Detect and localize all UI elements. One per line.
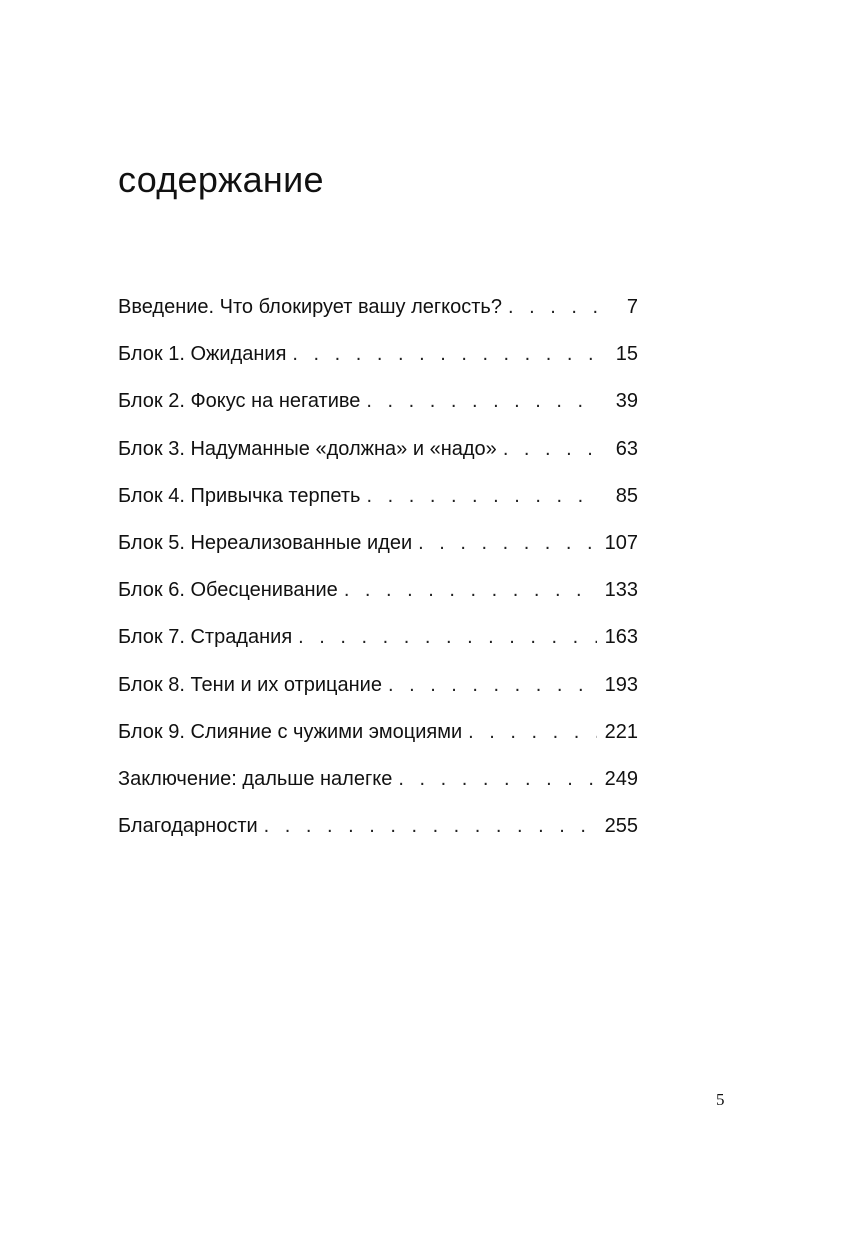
dot-leader [388,674,597,697]
toc-entry-block-8[interactable] [118,674,638,721]
dot-leader [398,768,596,791]
page-number: 5 [716,1090,725,1109]
toc-entry-title: Блок 8. Тени и их отрицание [118,673,382,696]
toc-entry-block-5[interactable] [118,532,638,579]
toc-entry-block-4[interactable] [118,485,638,532]
toc-entry-page: 85 [615,484,638,507]
dot-leader [366,485,600,508]
dot-leader [503,438,600,461]
dot-leader [298,626,596,649]
toc-entry-title: Благодарности [118,815,258,838]
toc-entry-block-2[interactable] [118,390,638,437]
toc-entry-title: Блок 4. Привычка терпеть [118,484,361,507]
toc-entry-title: Блок 7. Страдания [118,626,293,649]
table-of-contents [118,296,638,862]
toc-entry-conclusion[interactable] [118,768,638,815]
toc-entry-title: Блок 2. Фокус на негативе [118,390,361,413]
toc-entry-title: Блок 1. Ожидания [118,343,287,366]
toc-entry-title: Заключение: дальше налегке [118,767,393,790]
toc-entry-block-1[interactable] [118,343,638,390]
toc-entry-block-7[interactable] [118,626,638,673]
toc-entry-page: 15 [615,343,638,366]
toc-entry-acknowledgements[interactable] [118,815,638,862]
dot-leader [292,343,600,366]
toc-entry-introduction[interactable] [118,296,638,343]
toc-entry-page: 255 [604,815,638,838]
page-title: содержание [118,159,324,200]
toc-entry-block-3[interactable] [118,438,638,485]
toc-entry-block-9[interactable] [118,721,638,768]
toc-entry-page: 133 [604,579,638,602]
toc-entry-title: Введение. Что блокирует вашу легкость? [118,296,502,318]
dot-leader [344,579,597,602]
toc-entry-page: 7 [626,296,638,318]
toc-entry-page: 221 [604,720,638,743]
dot-leader [508,296,600,319]
toc-entry-page: 193 [604,673,638,696]
toc-entry-page: 63 [615,437,638,460]
toc-entry-title: Блок 3. Надуманные «должна» и «надо» [118,437,497,460]
dot-leader [418,532,597,555]
toc-entry-block-6[interactable] [118,579,638,626]
toc-entry-title: Блок 5. Нереализованные идеи [118,531,413,554]
toc-entry-page: 107 [604,531,638,554]
toc-entry-page: 39 [615,390,638,413]
dot-leader [264,815,597,838]
dot-leader [468,721,596,744]
toc-entry-title: Блок 9. Слияние с чужими эмоциями [118,720,463,743]
toc-entry-title: Блок 6. Обесценивание [118,579,338,602]
toc-entry-page: 249 [604,767,638,790]
dot-leader [366,390,600,413]
toc-entry-page: 163 [604,626,638,649]
